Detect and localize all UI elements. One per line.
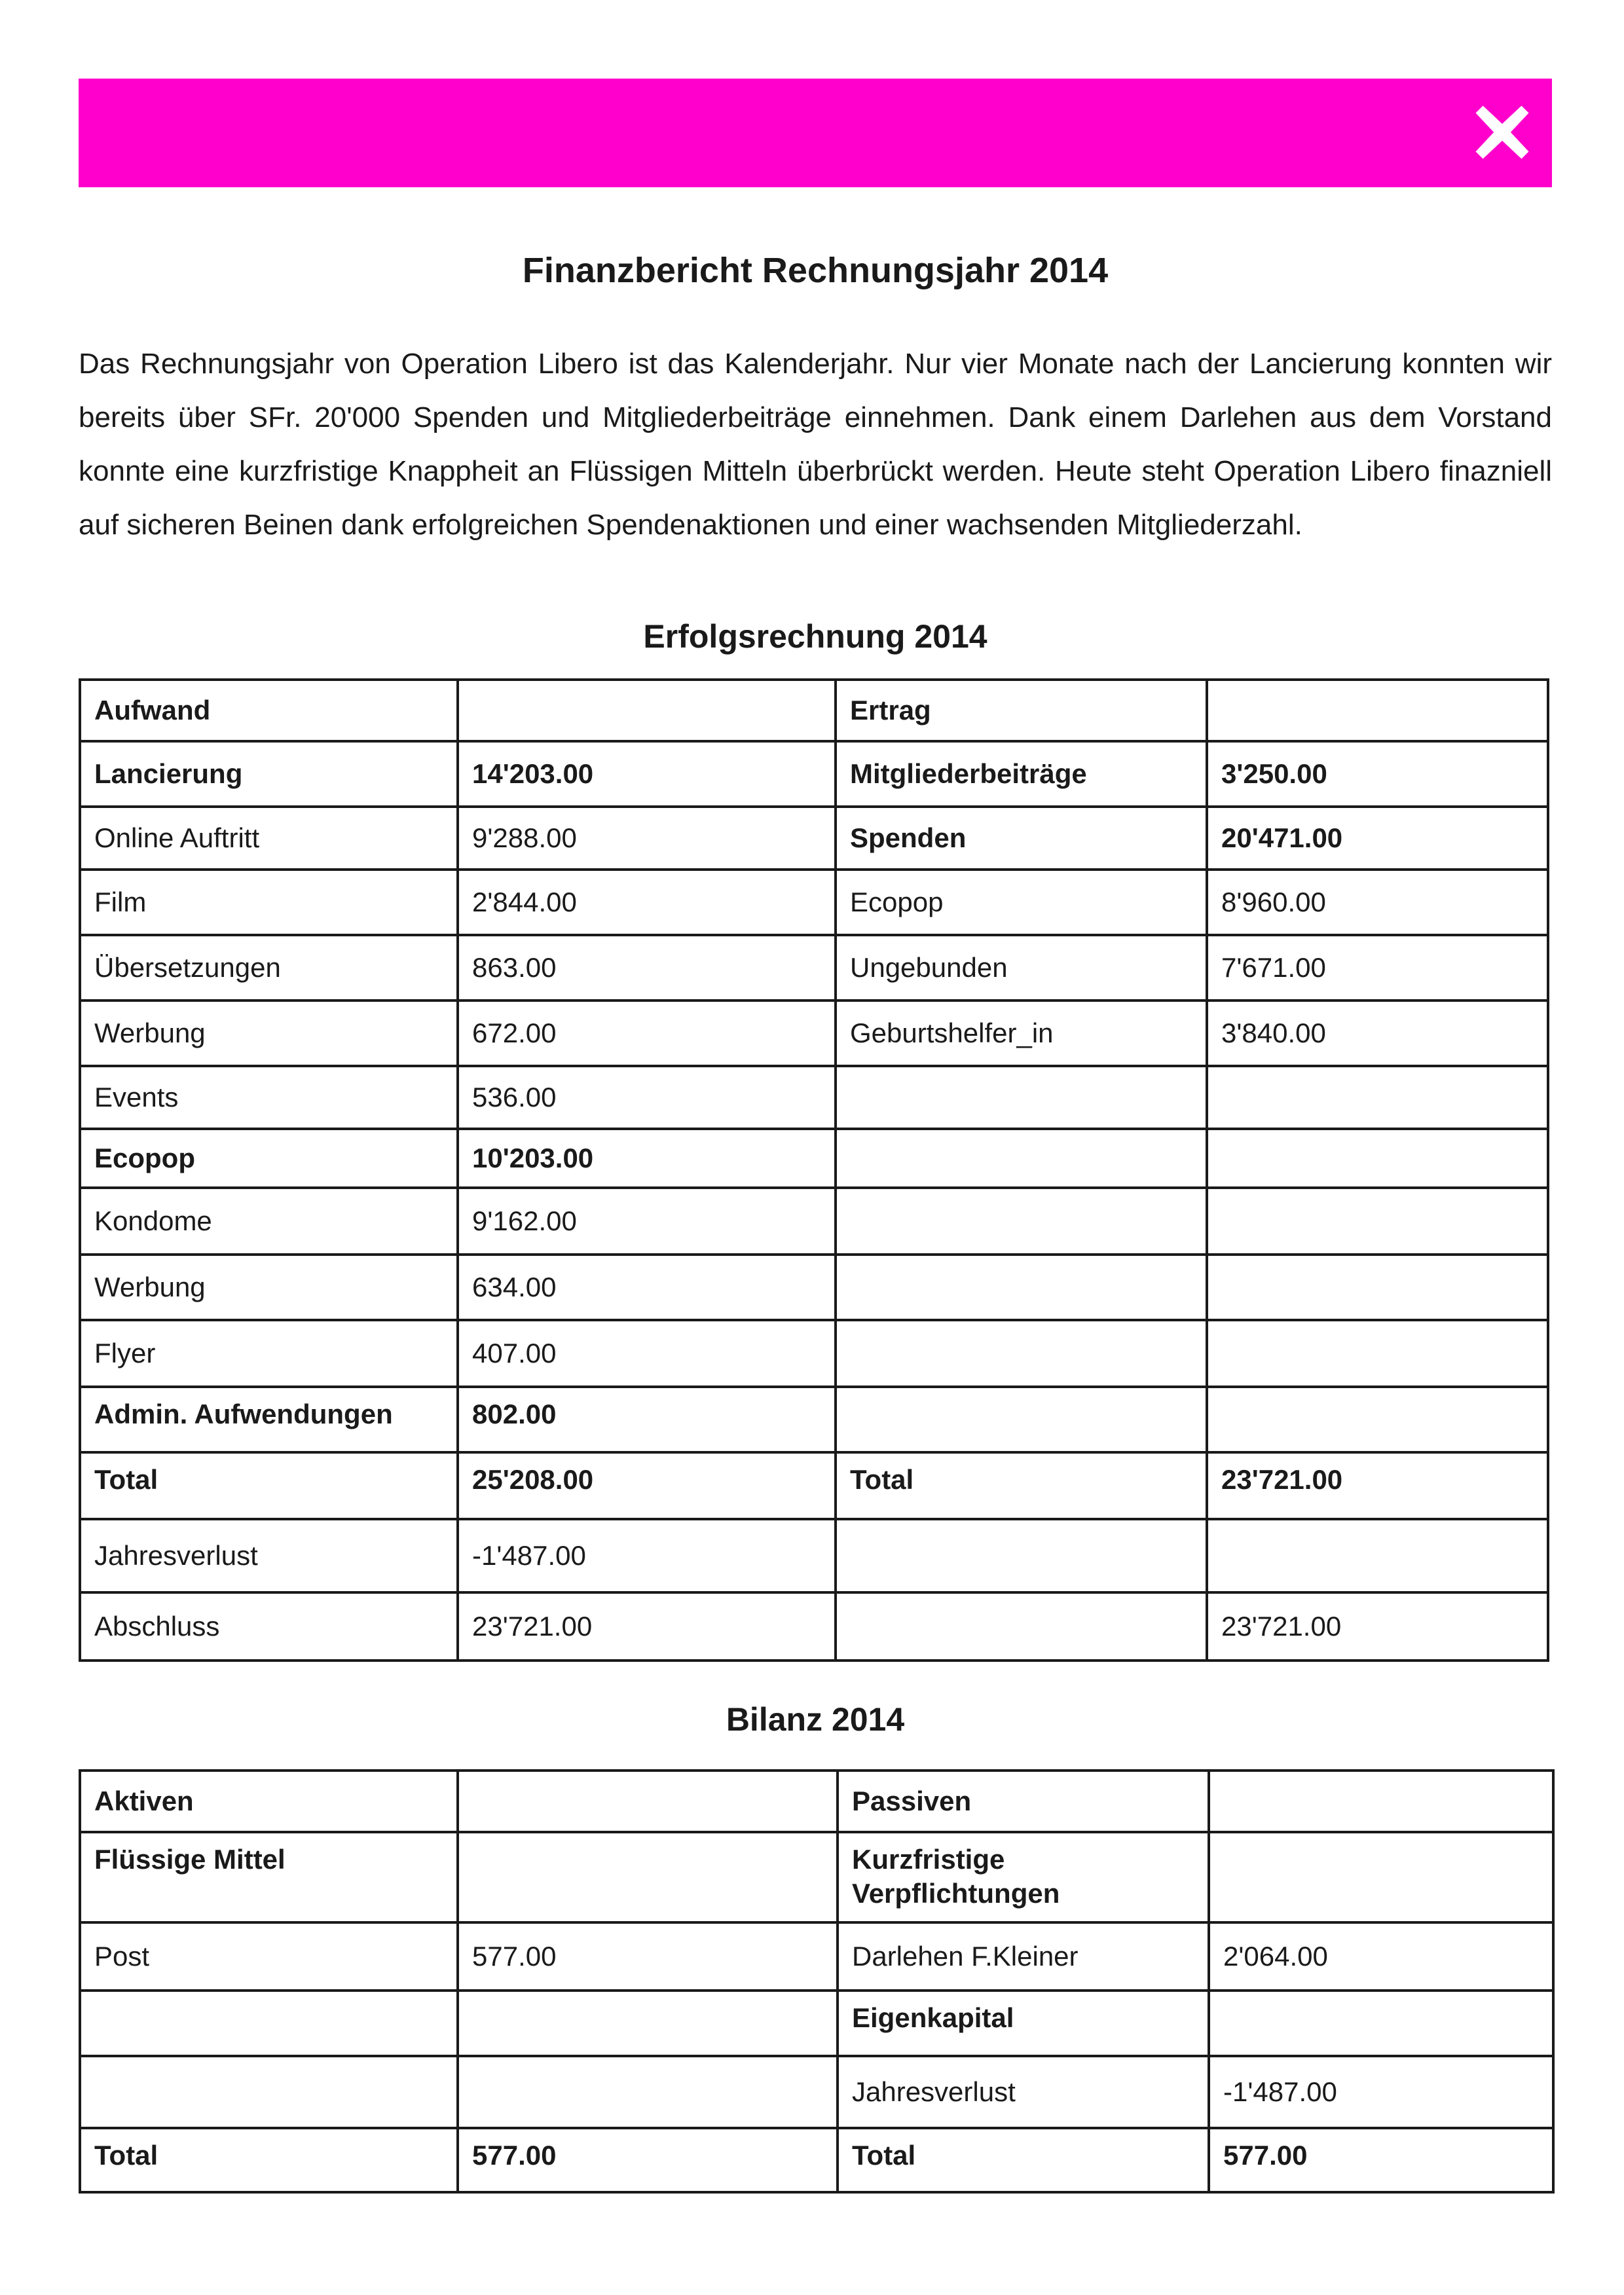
table-cell [458,1771,838,1832]
table-cell: Spenden [836,807,1207,870]
table-cell: Total [836,1452,1207,1519]
table-row [80,680,1548,741]
table-cell: 536.00 [458,1066,836,1129]
x-cross-icon [1472,102,1532,162]
table-row [80,1320,1548,1387]
table-cell: Lancierung [80,741,458,807]
table-cell [1209,1771,1553,1832]
bilanz-title: Bilanz 2014 [726,1701,905,1738]
table-cell [1207,680,1548,741]
table-cell: 23'721.00 [458,1592,836,1661]
table-row [80,2128,1553,2192]
table-cell: Darlehen F.Kleiner [838,1922,1209,1991]
table-cell [458,1991,838,2056]
table-cell [1207,1255,1548,1320]
table-row [80,1001,1548,1066]
page-title: Finanzbericht Rechnungsjahr 2014 [522,251,1109,290]
table-cell: Jahresverlust [80,1519,458,1592]
table-cell [458,680,836,741]
table-row [80,1387,1548,1452]
table-row [80,741,1548,807]
table-cell [1207,1188,1548,1255]
table-cell: 2'844.00 [458,870,836,935]
table-cell: Werbung [80,1255,458,1320]
table-cell: 634.00 [458,1255,836,1320]
header-bar [79,79,1552,187]
table-cell: Aufwand [80,680,458,741]
table-cell: 2'064.00 [1209,1922,1553,1991]
table-row [80,870,1548,935]
table-cell [1207,1387,1548,1452]
table-cell: Events [80,1066,458,1129]
table-cell: 577.00 [458,1922,838,1991]
table-cell: 863.00 [458,935,836,1001]
table-cell: Mitgliederbeiträge [836,741,1207,807]
table-row [80,1771,1553,1832]
table-cell: Kurzfristige Verpflichtungen [838,1832,1209,1922]
table-cell: Werbung [80,1001,458,1066]
table-row [80,1592,1548,1661]
table-cell [836,1387,1207,1452]
table-row [80,1066,1548,1129]
table-cell [836,1592,1207,1661]
table-cell [836,1320,1207,1387]
table-cell [1207,1320,1548,1387]
table-cell: -1'487.00 [458,1519,836,1592]
table-cell [836,1188,1207,1255]
table-cell: 3'840.00 [1207,1001,1548,1066]
table-cell: Flyer [80,1320,458,1387]
table-cell [1209,1832,1553,1922]
table-cell [1207,1129,1548,1188]
table-cell [80,1991,458,2056]
table-cell: 8'960.00 [1207,870,1548,935]
table-row [80,1188,1548,1255]
table-cell: Eigenkapital [838,1991,1209,2056]
table-cell: 802.00 [458,1387,836,1452]
table-cell: Übersetzungen [80,935,458,1001]
table-cell: 14'203.00 [458,741,836,807]
table-row [80,1255,1548,1320]
table-cell: Ecopop [836,870,1207,935]
table-cell: Ecopop [80,1129,458,1188]
table-cell: 10'203.00 [458,1129,836,1188]
table-row [80,1991,1553,2056]
table-cell [836,1519,1207,1592]
table-cell: 9'288.00 [458,807,836,870]
table-row [80,1922,1553,1991]
table-cell: Jahresverlust [838,2056,1209,2128]
erfolgsrechnung-table [79,678,1549,1662]
table-cell: Ertrag [836,680,1207,741]
table-cell [836,1066,1207,1129]
table-cell: -1'487.00 [1209,2056,1553,2128]
table-cell: Film [80,870,458,935]
table-cell: Geburtshelfer_in [836,1001,1207,1066]
table-cell: 23'721.00 [1207,1592,1548,1661]
table-cell: Passiven [838,1771,1209,1832]
table-cell: Abschluss [80,1592,458,1661]
table-cell: 577.00 [458,2128,838,2192]
table-cell: Online Auftritt [80,807,458,870]
table-cell: 9'162.00 [458,1188,836,1255]
table-row [80,1452,1548,1519]
table-cell [1207,1066,1548,1129]
table-cell [80,2056,458,2128]
table-cell: Total [80,2128,458,2192]
table-cell: Admin. Aufwendungen [80,1387,458,1452]
table-cell: Total [80,1452,458,1519]
table-cell: 672.00 [458,1001,836,1066]
table-cell: 25'208.00 [458,1452,836,1519]
table-cell: Ungebunden [836,935,1207,1001]
intro-paragraph: Das Rechnungsjahr von Operation Libero ist das Kalenderjahr. Nur vier Monate nach der Lancierung konnten wir bereits über SFr. 20'000 Spenden und Mitgliederbeiträge einnehmen. Dank einem Darlehen aus dem Vorstand konnte eine kurzfristige Knappheit an Flüssigen Mitteln überbrückt werden. Heute steht Operation Libero finazniell auf sicheren Beinen dank erfolgreichen Spendenaktionen und einer wachsenden Mitgliederzahl. [79,348,1552,541]
table-cell [458,2056,838,2128]
bilanz-table [79,1769,1555,2194]
table-cell [1209,1991,1553,2056]
table-row [80,2056,1553,2128]
table-row [80,807,1548,870]
table-cell [836,1129,1207,1188]
table-cell: Aktiven [80,1771,458,1832]
table-cell: Post [80,1922,458,1991]
table-cell [836,1255,1207,1320]
table-cell: 577.00 [1209,2128,1553,2192]
table-cell: 407.00 [458,1320,836,1387]
erfolgsrechnung-title: Erfolgsrechnung 2014 [643,618,987,655]
table-row [80,935,1548,1001]
table-cell: 20'471.00 [1207,807,1548,870]
table-row [80,1519,1548,1592]
table-cell [1207,1519,1548,1592]
table-cell: Total [838,2128,1209,2192]
table-row [80,1832,1553,1922]
table-cell: 3'250.00 [1207,741,1548,807]
table-cell: 7'671.00 [1207,935,1548,1001]
table-cell [458,1832,838,1922]
table-cell: Flüssige Mittel [80,1832,458,1922]
table-cell: 23'721.00 [1207,1452,1548,1519]
table-row [80,1129,1548,1188]
table-cell: Kondome [80,1188,458,1255]
